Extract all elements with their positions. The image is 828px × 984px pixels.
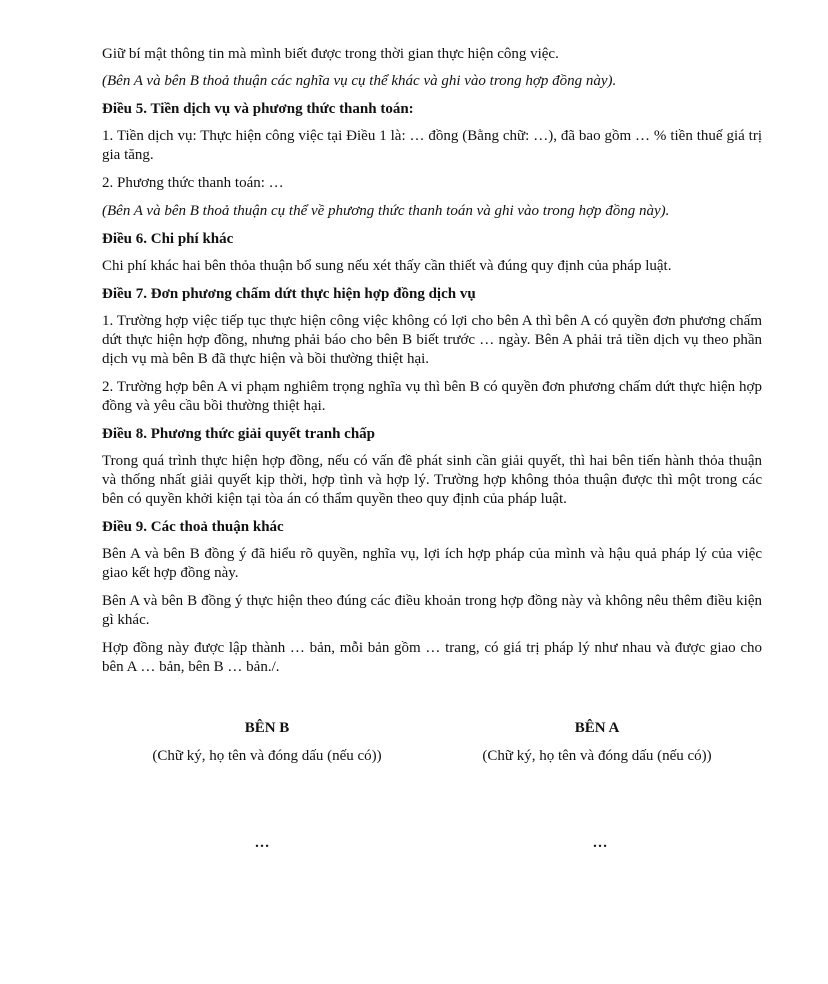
party-a-signature — [432, 719, 762, 766]
paragraph: Bên A và bên B đồng ý đã hiểu rõ quyền, nghĩa vụ, lợi ích hợp pháp của mình và hậu quả pháp lý của việc giao kết hợp đồng này. — [102, 546, 762, 581]
paragraph: Giữ bí mật thông tin mà mình biết được trong thời gian thực hiện công việc. — [102, 46, 559, 62]
signature-block — [102, 719, 762, 766]
party-b-sign-note: (Chữ ký, họ tên và đóng dấu (nếu có)) — [152, 748, 382, 764]
paragraph: 2. Trường hợp bên A vi phạm nghiêm trọng nghĩa vụ thì bên B có quyền đơn phương chấm dứt thực hiện hợp đồng và yêu cầu bồi thường thiệt hại. — [102, 379, 762, 414]
paragraph: Chi phí khác hai bên thỏa thuận bổ sung nếu xét thấy cần thiết và đúng quy định của pháp luật. — [102, 258, 672, 274]
instruction-note: (Bên A và bên B thoả thuận các nghĩa vụ cụ thể khác và ghi vào trong hợp đồng này). — [102, 73, 617, 89]
paragraph: 1. Tiền dịch vụ: Thực hiện công việc tại Điều 1 là: … đồng (Bằng chữ: …), đã bao gồm … % tiền thuế giá trị gia tăng. — [102, 128, 762, 163]
party-b-signature — [102, 719, 432, 766]
party-b-name-placeholder: … — [254, 835, 270, 851]
paragraph: Bên A và bên B đồng ý thực hiện theo đúng các điều khoản trong hợp đồng này và không nêu thêm điều kiện gì khác. — [102, 593, 762, 628]
paragraph: 2. Phương thức thanh toán: … — [102, 175, 284, 191]
party-a-label: BÊN A — [574, 720, 620, 736]
article-5-heading: Điều 5. Tiền dịch vụ và phương thức thanh toán: — [102, 101, 414, 117]
paragraph: Hợp đồng này được lập thành … bản, mỗi bản gồm … trang, có giá trị pháp lý như nhau và được giao cho bên A … bản, bên B … bản./. — [102, 640, 762, 675]
article-9-heading: Điều 9. Các thoả thuận khác — [102, 519, 284, 535]
article-8-heading: Điều 8. Phương thức giải quyết tranh chấp — [102, 426, 376, 442]
instruction-note: (Bên A và bên B thoả thuận cụ thể về phương thức thanh toán và ghi vào trong hợp đồng này). — [102, 203, 670, 219]
party-b-label: BÊN B — [244, 720, 290, 736]
contract-body — [102, 45, 762, 686]
paragraph: 1. Trường hợp việc tiếp tục thực hiện công việc không có lợi cho bên A thì bên A có quyền đơn phương chấm dứt thực hiện hợp đồng, nhưng phải báo cho bên B biết trước … ngày. Bên A phải trả tiền dịch vụ theo phần dịch vụ mà bên B đã thực hiện và bồi thường thiệt hại. — [102, 313, 762, 367]
article-7-heading: Điều 7. Đơn phương chấm dứt thực hiện hợp đồng dịch vụ — [102, 286, 476, 302]
party-a-sign-note: (Chữ ký, họ tên và đóng dấu (nếu có)) — [482, 748, 712, 764]
paragraph: Trong quá trình thực hiện hợp đồng, nếu có vấn đề phát sinh cần giải quyết, thì hai bên tiến hành thỏa thuận và thống nhất giải quyết kịp thời, hợp tình và hợp lý. Trường hợp không thỏa thuận được thì một trong các bên có quyền khởi kiện tại tòa án có thẩm quyền theo quy định của pháp luật. — [102, 453, 762, 507]
party-a-name-placeholder: … — [592, 835, 608, 851]
article-6-heading: Điều 6. Chi phí khác — [102, 231, 234, 247]
